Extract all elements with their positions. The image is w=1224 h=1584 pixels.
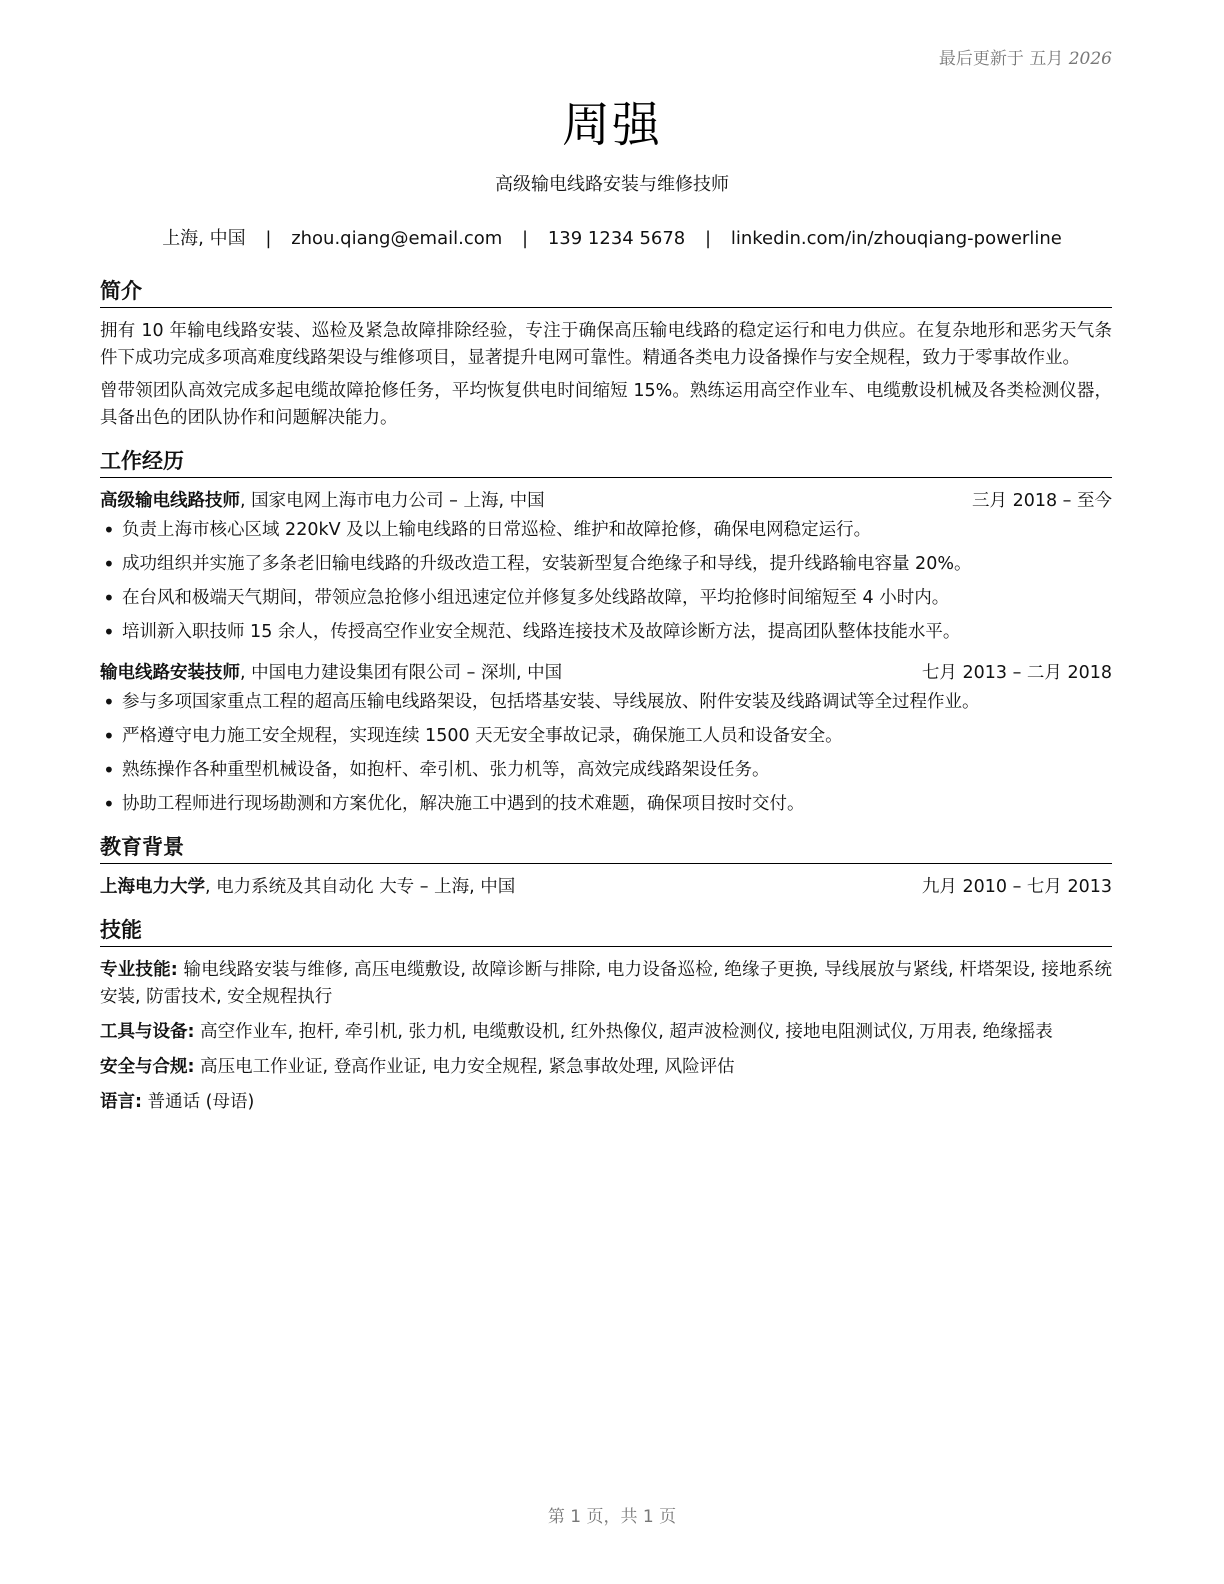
job-role: 输电线路安装技师: [100, 663, 240, 683]
education-school: 上海电力大学: [100, 877, 205, 897]
contact-line: [0, 224, 1224, 250]
section-title-summary: 简介: [100, 276, 1112, 308]
contact-separator: |: [522, 228, 529, 249]
candidate-name: 周强: [561, 97, 662, 153]
skill-label: 专业技能:: [100, 960, 178, 980]
skill-label: 语言:: [100, 1092, 142, 1112]
skill-label: 工具与设备:: [100, 1022, 195, 1042]
job-entry: [100, 488, 1112, 646]
contact-separator: |: [265, 228, 272, 249]
section-title-skills: 技能: [100, 915, 1112, 947]
resume-content: [100, 276, 1112, 1124]
skill-row: [100, 957, 1112, 1011]
education-dates: 九月 2010 – 七月 2013: [921, 877, 1112, 897]
job-bullet: • 参与多项国家重点工程的超高压输电线路架设，包括塔基安装、导线展放、附件安装及线路调试等全过程作业。: [100, 689, 1112, 716]
job-title-line: [100, 488, 545, 515]
last-updated-year: 2026: [1068, 49, 1112, 69]
summary-paragraph: 拥有 10 年输电线路安装、巡检及紧急故障排除经验，专注于确保高压输电线路的稳定运行和电力供应。在复杂地形和恶劣天气条件下成功完成多项高难度线路架设与维修项目，显著提升电网可靠性。精通各类电力设备操作与安全规程，致力于零事故作业。: [100, 321, 1112, 368]
last-updated-prefix: 最后更新于 五月: [938, 49, 1064, 69]
education-detail: , 电力系统及其自动化 大专 – 上海, 中国: [205, 877, 516, 897]
job-dates: 七月 2013 – 二月 2018: [921, 663, 1112, 683]
job-entry: [100, 660, 1112, 818]
summary-section: [100, 276, 1112, 432]
contact-location: 上海, 中国: [162, 228, 246, 249]
candidate-headline: 高级输电线路安装与维修技师: [495, 174, 729, 195]
skill-value: 普通话 (母语): [142, 1092, 255, 1112]
job-bullet: • 协助工程师进行现场勘测和方案优化，解决施工中遇到的技术难题，确保项目按时交付。: [100, 791, 1112, 818]
education-section: [100, 832, 1112, 901]
job-bullet: • 在台风和极端天气期间，带领应急抢修小组迅速定位并修复多处线路故障，平均抢修时间缩短至 4 小时内。: [100, 585, 1112, 612]
section-title-experience: 工作经历: [100, 446, 1112, 478]
skill-value: 输电线路安装与维修, 高压电缆敷设, 故障诊断与排除, 电力设备巡检, 绝缘子更换, 导线展放与紧线, 杆塔架设, 接地系统安装, 防雷技术, 安全规程执行: [100, 960, 1113, 1007]
skill-value: 高压电工作业证, 登高作业证, 电力安全规程, 紧急事故处理, 风险评估: [194, 1057, 735, 1077]
contact-email[interactable]: zhou.qiang@email.com: [291, 228, 503, 249]
skill-label: 安全与合规:: [100, 1057, 195, 1077]
job-bullets: [100, 689, 1112, 818]
education-entry: [100, 874, 1112, 901]
skill-row: [100, 1019, 1112, 1046]
job-role: 高级输电线路技师: [100, 491, 240, 511]
skill-value: 高空作业车, 抱杆, 牵引机, 张力机, 电缆敷设机, 红外热像仪, 超声波检测仪, 接地电阻测试仪, 万用表, 绝缘摇表: [194, 1022, 1053, 1042]
last-updated: [939, 44, 1112, 69]
job-title-line: [100, 660, 562, 687]
skill-row: [100, 1054, 1112, 1081]
section-title-education: 教育背景: [100, 832, 1112, 864]
page-number-footer: 第 1 页，共 1 页: [547, 1507, 677, 1527]
job-org-location: , 国家电网上海市电力公司 – 上海, 中国: [240, 491, 545, 511]
job-bullet: • 负责上海市核心区域 220kV 及以上输电线路的日常巡检、维护和故障抢修，确保电网稳定运行。: [100, 517, 1112, 544]
job-bullet: • 培训新入职技师 15 余人，传授高空作业安全规范、线路连接技术及故障诊断方法，提高团队整体技能水平。: [100, 619, 1112, 646]
job-header: [100, 488, 1112, 515]
job-bullet: • 严格遵守电力施工安全规程，实现连续 1500 天无安全事故记录，确保施工人员和设备安全。: [100, 723, 1112, 750]
job-bullets: [100, 517, 1112, 646]
job-bullet: • 熟练操作各种重型机械设备，如抱杆、牵引机、张力机等，高效完成线路架设任务。: [100, 757, 1112, 784]
experience-section: [100, 446, 1112, 818]
job-dates: 三月 2018 – 至今: [972, 491, 1112, 511]
education-line: [100, 874, 515, 901]
contact-separator: |: [705, 228, 712, 249]
skill-row: [100, 1089, 1112, 1116]
job-org-location: , 中国电力建设集团有限公司 – 深圳, 中国: [240, 663, 563, 683]
job-header: [100, 660, 1112, 687]
contact-phone: 139 1234 5678: [547, 228, 686, 249]
contact-linkedin[interactable]: linkedin.com/in/zhouqiang-powerline: [730, 228, 1062, 249]
job-bullet: • 成功组织并实施了多条老旧输电线路的升级改造工程，安装新型复合绝缘子和导线，提升线路输电容量 20%。: [100, 551, 1112, 578]
skills-section: [100, 915, 1112, 1116]
summary-paragraph: 曾带领团队高效完成多起电缆故障抢修任务，平均恢复供电时间缩短 15%。熟练运用高空作业车、电缆敷设机械及各类检测仪器，具备出色的团队协作和问题解决能力。: [100, 381, 1112, 428]
